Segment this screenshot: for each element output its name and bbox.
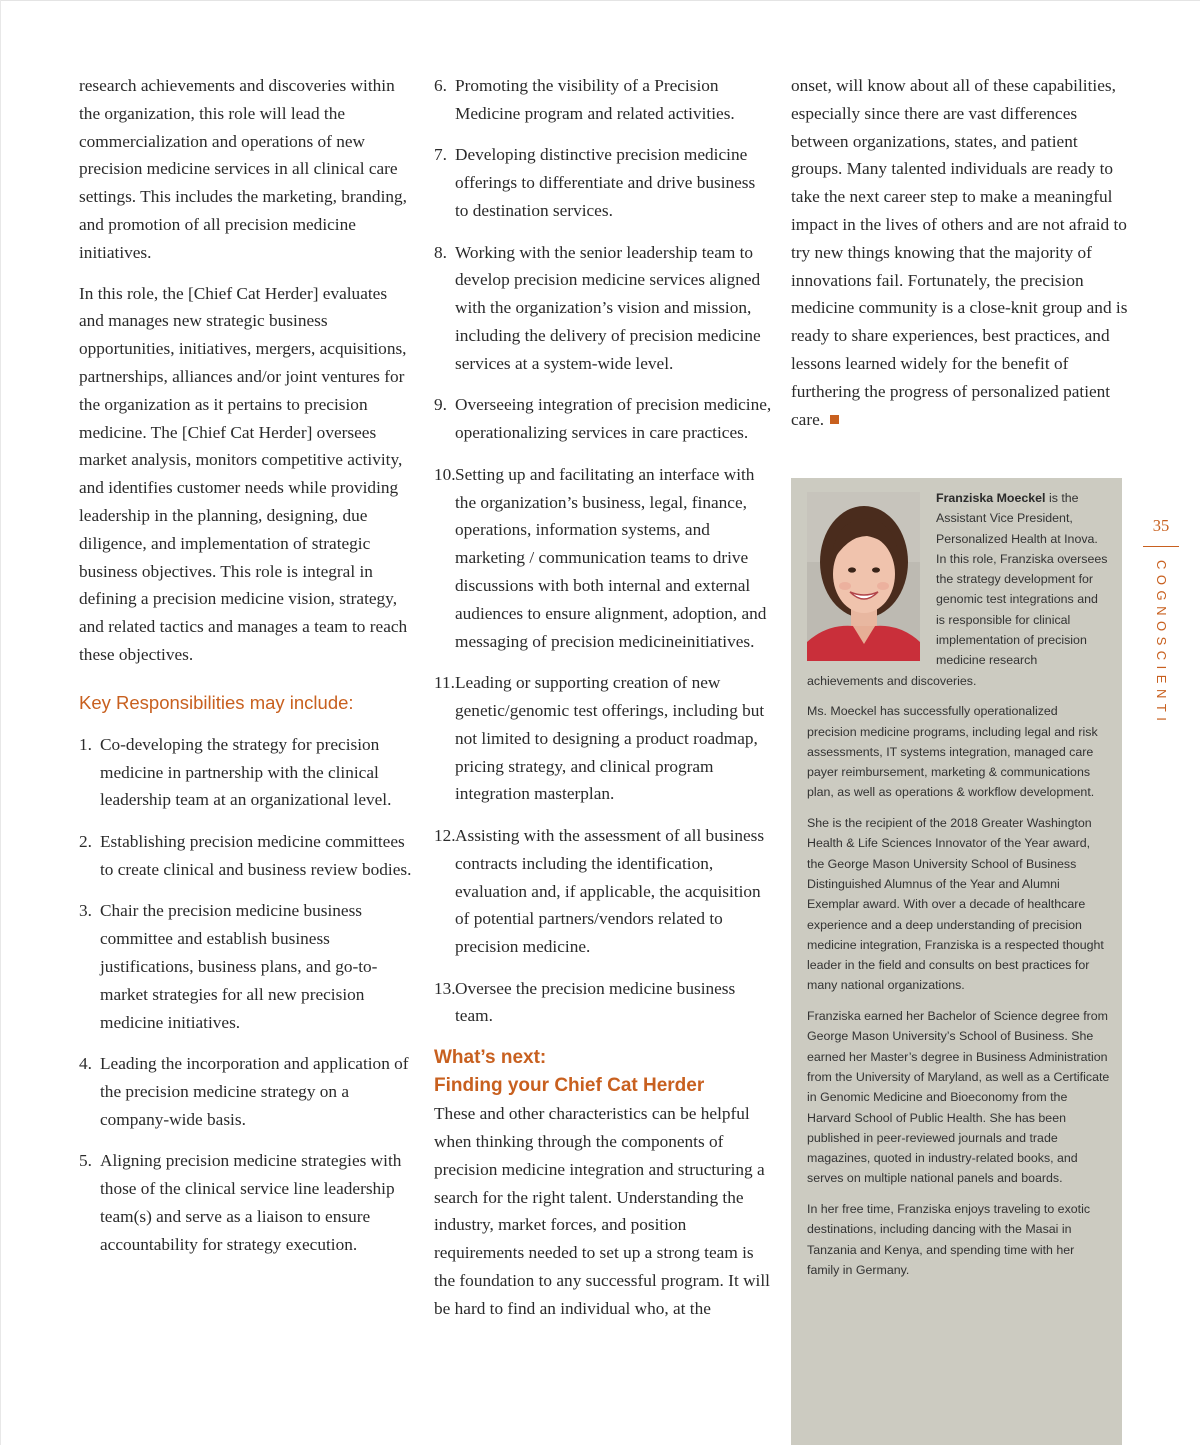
bio-text: is the Assistant Vice President, Personalized Health at Inova. In this role, Franziska oversees the strategy development for genomic test integrations and is responsible for clinical implementation of precision medicine research achievements and discoveries. — [807, 491, 1108, 688]
list-number: 12. — [434, 825, 456, 845]
list-text: Co-developing the strategy for precision medicine in partnership with the clinical leadership team at an organizational level. — [100, 734, 392, 810]
top-border — [0, 0, 1200, 1]
bio-paragraph: In her free time, Franziska enjoys traveling to exotic destinations, including dancing with the Masai in Tanzania and Kenya, and spending time with her family in Germany. — [807, 1201, 1091, 1277]
list-item — [79, 1050, 414, 1133]
list-number: 4. — [79, 1054, 92, 1074]
column-1 — [79, 72, 414, 1272]
author-name: Franziska Moeckel — [936, 491, 1046, 505]
list-item — [79, 731, 414, 814]
list-number: 13. — [434, 978, 456, 998]
whats-next-heading-line-2: Finding your Chief Cat Herder — [434, 1075, 705, 1097]
bio-paragraph: Ms. Moeckel has successfully operationalized precision medicine programs, including legal and risk assessments, IT systems integration, managed care payer reimbursement, marketing & communications plan, as well as operations & workflow development. — [807, 704, 1098, 800]
list-text: Aligning precision medicine strategies with those of the clinical service line leadership team(s) and serve as a liaison to ensure accountability for strategy execution. — [100, 1151, 402, 1254]
body-paragraph: research achievements and discoveries within the organization, this role will lead the commercialization and operations of new precision medicine services in all clinical care settings. This includes the marketing, branding, and promotion of all precision medicine initiatives. — [79, 76, 407, 262]
list-number: 9. — [434, 395, 447, 415]
left-border — [0, 0, 1, 1445]
list-text: Promoting the visibility of a Precision Medicine program and related activities. — [455, 76, 735, 123]
list-number: 6. — [434, 76, 447, 95]
magazine-name: COGNOSCIENTI — [1154, 560, 1169, 727]
list-text: Setting up and facilitating an interface with the organization’s business, legal, finance, operations, information systems, and marketing / communication teams to drive discussions with both internal and external audiences to ensure alignment, adoption, and messaging of precision medicineinitiatives. — [455, 464, 767, 651]
list-number: 3. — [79, 901, 92, 921]
body-paragraph: In this role, the [Chief Cat Herder] evaluates and manages new strategic business opportunities, initiatives, mergers, acquisitions, partnerships, alliances and/or joint ventures for the organization as it pertains to precision medicine. The [Chief Cat Herder] oversees market analysis, monitors competitive activity, and identifies customer needs while providing leadership in the planning, designing, due diligence, and implementation of strategic business objectives. This role is integral in defining a precision medicine vision, strategy, and related tactics and manages a team to reach these objectives. — [79, 283, 408, 664]
list-item — [434, 975, 772, 1031]
author-bio-content — [807, 488, 1110, 1290]
end-of-article-icon — [830, 415, 839, 424]
bio-paragraph: Franziska earned her Bachelor of Science degree from George Mason University’s School of Business. She earned her Master’s degree in Business Administration from the University of Maryland, as well as a Certificate in Genomic Medicine and Bioeconomy from the Harvard School of Public Health. She has been published in peer-reviewed journals and trade magazines, quoted in industry-related books, and serves on multiple national panels and boards. — [807, 1009, 1110, 1186]
list-text: Working with the senior leadership team to develop precision medicine services aligned with the organization’s vision and mission, including the delivery of precision medicine services at a system-wide level. — [455, 242, 761, 373]
page-number-divider — [1143, 546, 1179, 547]
author-portrait-icon — [807, 492, 920, 661]
list-text: Establishing precision medicine committees to create clinical and business review bodies. — [100, 831, 412, 879]
list-item — [434, 391, 772, 447]
list-number: 10. — [434, 464, 456, 484]
list-number: 2. — [79, 831, 92, 851]
list-number: 8. — [434, 242, 447, 262]
list-item — [79, 1147, 414, 1258]
list-text: Oversee the precision medicine business team. — [455, 978, 736, 1026]
list-text: Overseeing integration of precision medicine, operationalizing services in care practices. — [455, 395, 772, 443]
list-text: Developing distinctive precision medicine offerings to differentiate and drive business to destination services. — [455, 145, 756, 220]
whats-next-heading-line-1: What’s next: — [434, 1047, 547, 1069]
bio-paragraph: She is the recipient of the 2018 Greater Washington Health & Life Sciences Innovator of the Year award, the George Mason University School of Business Distinguished Alumnus of the Year and Alumni Exemplar award. With over a decade of healthcare experience and a deep understanding of precision medicine integration, Franziska is a respected thought leader in the field and consults on best practices for many national organizations. — [807, 816, 1104, 993]
list-item — [434, 72, 772, 128]
list-text: Assisting with the assessment of all business contracts including the identification, evaluation and, if applicable, the acquisition of potential partners/vendors related to precision medicine. — [455, 825, 765, 957]
list-item — [434, 669, 772, 808]
list-item — [79, 897, 414, 1036]
author-photo — [807, 492, 920, 661]
body-paragraph: These and other characteristics can be helpful when thinking through the components of precision medicine integration and structuring a search for the right talent. Understanding the industry, market forces, and position requirements needed to set up a strong team is the foundation to any successful program. It will be hard to find an individual who, at the — [434, 1104, 770, 1318]
whats-next-heading — [434, 1044, 772, 1100]
page-number: 35 — [1152, 516, 1170, 535]
list-text: Leading or supporting creation of new genetic/genomic test offerings, including but not limited to designing a product roadmap, pricing strategy, and clinical program integration masterplan. — [455, 673, 765, 804]
column-2 — [434, 72, 772, 1336]
list-item — [434, 239, 772, 378]
list-text: Chair the precision medicine business committee and establish business justifications, business plans, and go-to-market strategies for all new precision medicine initiatives. — [100, 901, 378, 1032]
author-bio-box — [791, 478, 1122, 1445]
body-paragraph-continued — [791, 72, 1131, 433]
responsibilities-list — [79, 731, 414, 1259]
responsibilities-list-continued — [434, 72, 772, 1030]
body-text: onset, will know about all of these capabilities, especially since there are vast differences between organizations, states, and patient groups. Many talented individuals are ready to take the next career step to make a meaningful impact in the lives of others and are not afraid to try new things knowing that the majority of innovations fail. Fortunately, the precision medicine community is a close-knit group and is ready to share experiences, best practices, and lessons learned widely for the benefit of furthering the progress of personalized patient care. — [791, 76, 1128, 429]
list-item — [434, 461, 772, 656]
list-number: 11. — [434, 673, 455, 693]
list-item — [79, 828, 414, 884]
list-number: 5. — [79, 1151, 92, 1171]
list-text: Leading the incorporation and application of the precision medicine strategy on a company-wide basis. — [100, 1054, 409, 1129]
list-item — [434, 822, 772, 961]
list-number: 7. — [434, 145, 447, 165]
column-3 — [791, 72, 1131, 446]
key-responsibilities-heading: Key Responsibilities may include: — [79, 691, 354, 713]
list-number: 1. — [79, 734, 92, 754]
list-item — [434, 141, 772, 224]
